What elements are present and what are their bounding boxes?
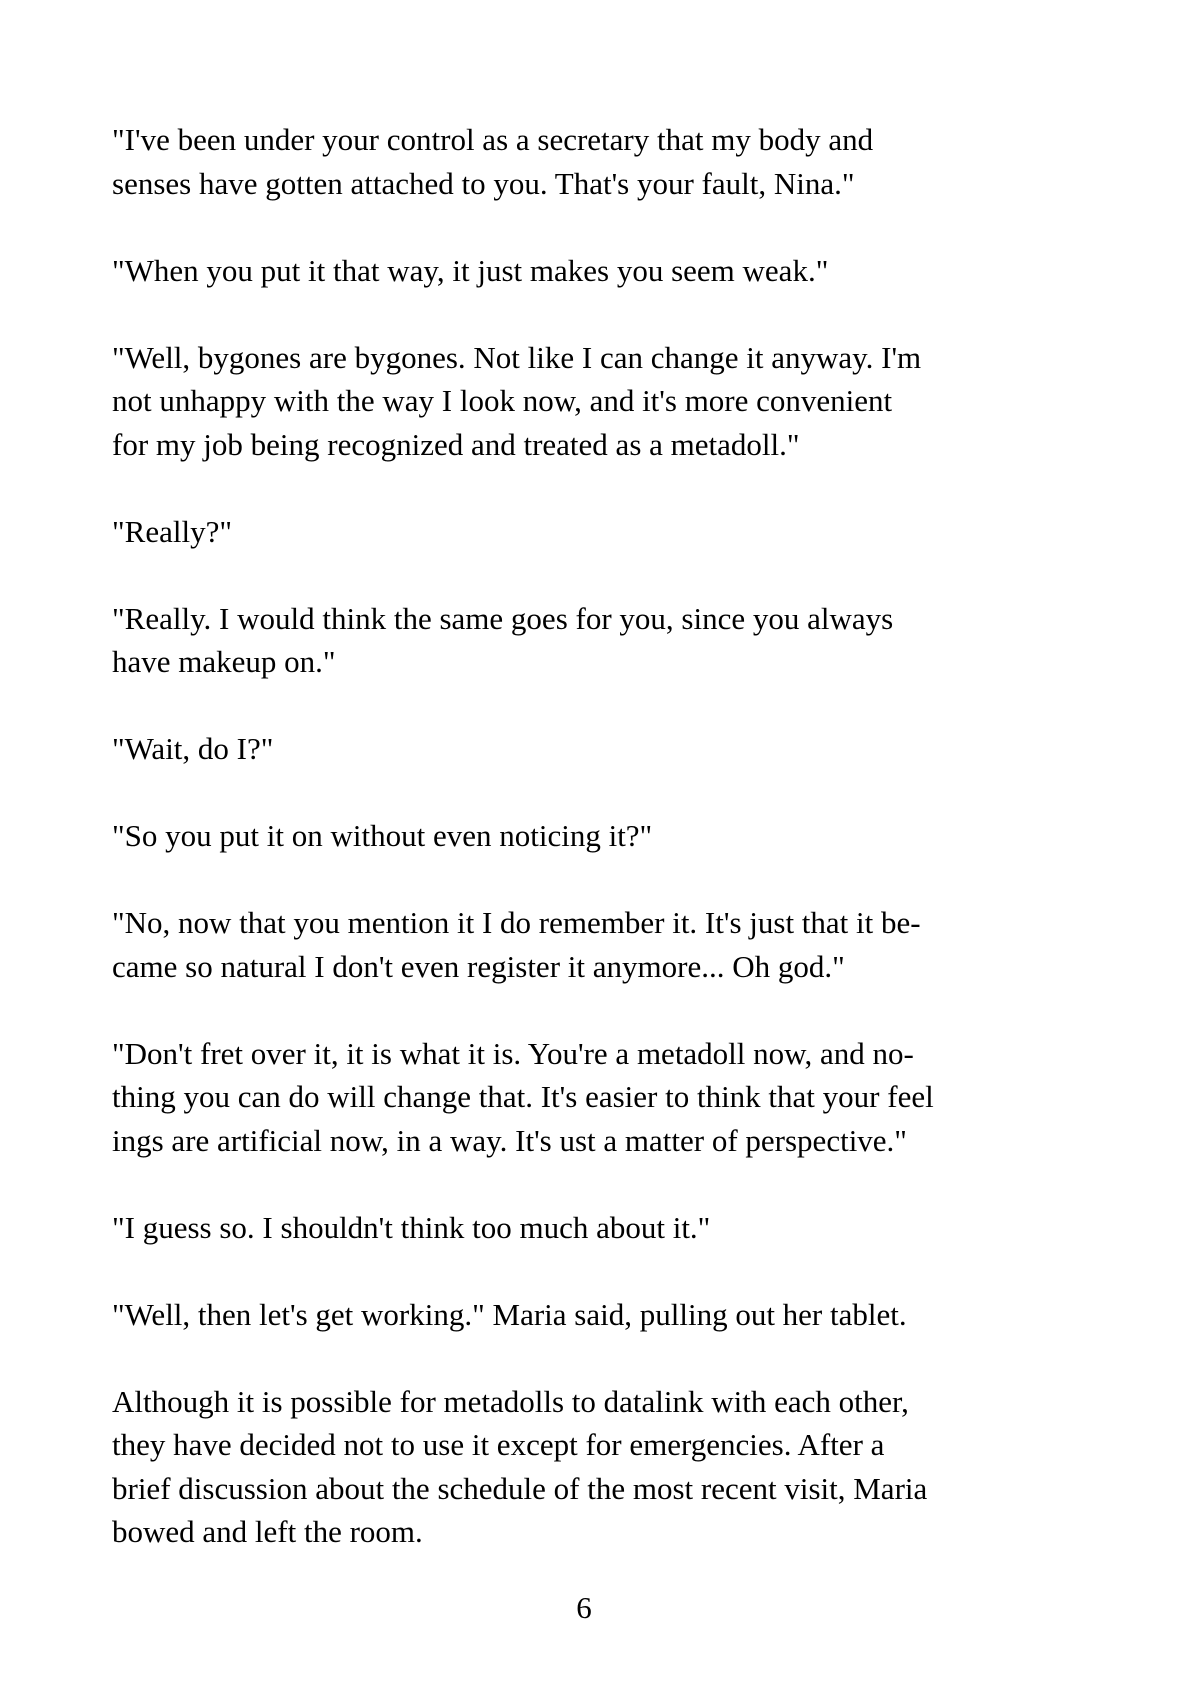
paragraph: "Well, bygones are bygones. Not like I can change it anyway. I'm not unhappy with the way I look now, and it's more convenient for my job being recognized and treated as a metadoll."	[112, 339, 922, 462]
paragraph: Although it is possible for metadolls to datalink with each other, they have decided not to use it except for emergencies. After a brief discussion about the schedule of the most recent visit, Maria bowed and left the room.	[112, 1383, 928, 1549]
paragraph: "Really. I would think the same goes for you, since you always have makeup on."	[112, 600, 894, 679]
page-number: 6	[576, 1590, 592, 1625]
paragraph: "Wait, do I?"	[112, 731, 274, 766]
paragraph: "So you put it on without even noticing it?"	[112, 818, 653, 853]
paragraph: "Well, then let's get working." Maria said, pulling out her tablet.	[112, 1296, 907, 1332]
paragraph: "Don't fret over it, it is what it is. You're a metadoll now, and no- thing you can do will change that. It's easier to think that your feel ings are artificial now, in a way. It's ust a matter of perspective."	[112, 1035, 934, 1158]
paragraph: "I've been under your control as a secretary that my body and senses have gotten attached to you. That's your fault, Nina."	[112, 122, 874, 201]
paragraph: "No, now that you mention it I do remember it. It's just that it be- came so natural I don't even register it anymore... Oh god."	[112, 905, 921, 984]
body-text	[112, 118, 1092, 1597]
paragraph: "Really?"	[112, 513, 232, 549]
paragraph: "I guess so. I shouldn't think too much about it."	[112, 1209, 711, 1245]
paragraph: "When you put it that way, it just makes you seem weak."	[112, 252, 829, 288]
